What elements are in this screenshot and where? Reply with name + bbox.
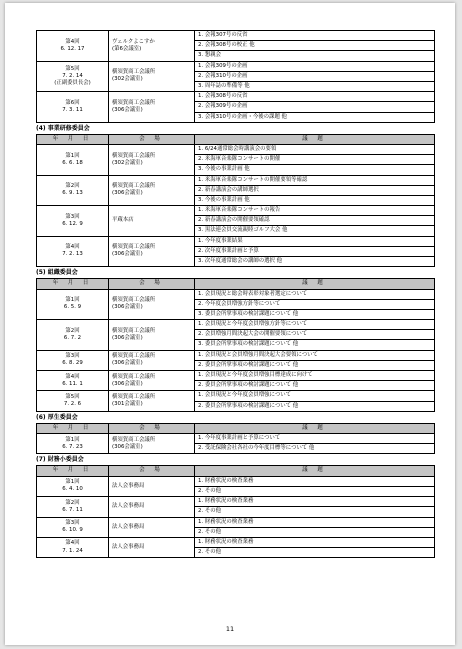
table-row <box>37 175 435 206</box>
venue-line: (302会議室) <box>112 76 143 83</box>
venue-line: 法人会事務局 <box>112 482 145 489</box>
table-header-row <box>37 134 435 144</box>
venue-cell <box>109 497 195 517</box>
table-row <box>37 517 435 537</box>
table-row <box>37 92 435 123</box>
date-line: 7. 3. 11 <box>62 106 83 113</box>
header-date: 年 月 日 <box>37 134 109 144</box>
venue-line: 平蔵本店 <box>112 217 134 224</box>
date-line: 第3回 <box>65 353 80 360</box>
document-page <box>5 3 455 645</box>
venue-line: 横須賀商工会議所 <box>112 69 156 76</box>
topics-cell <box>195 391 435 411</box>
header-venue: 会 場 <box>109 279 195 289</box>
date-line: 6. 12. 9 <box>62 220 83 227</box>
venue-line: (306会議室) <box>112 334 143 341</box>
meeting-date-cell <box>37 476 109 496</box>
date-line: 第4回 <box>65 38 80 45</box>
date-line: 第3回 <box>65 519 80 526</box>
venue-line: (306会議室) <box>112 360 143 367</box>
topics-cell <box>195 434 435 454</box>
venue-cell <box>109 175 195 206</box>
venue-cell <box>109 537 195 557</box>
date-line: 6. 10. 9 <box>62 527 83 534</box>
topic-item: 1. 会員現況と会員増強月間決起大会要領について <box>198 351 318 358</box>
topic-item: 1. 会員現況と今年度会員増強方針等について <box>198 321 308 328</box>
topic-item: 2. 受託保険会社各社の今年度目標等について 他 <box>195 443 434 453</box>
topic-item: 1. 米海軍音楽隊コンサートの報告 <box>198 207 281 214</box>
date-line: 第6回 <box>65 99 80 106</box>
venue-line: 横須賀商工会議所 <box>112 436 156 443</box>
page-content <box>36 30 434 558</box>
meeting-date-cell <box>37 320 109 351</box>
date-line: 7. 1. 24 <box>62 547 83 554</box>
topic-item: 2. 会報310号の企画 <box>195 71 434 81</box>
venue-line: (306会議室) <box>112 380 143 387</box>
meeting-date-cell <box>37 206 109 237</box>
date-line: 第1回 <box>65 297 80 304</box>
header-venue: 会 場 <box>109 423 195 433</box>
date-line: 6. 12. 17 <box>60 45 85 52</box>
venue-line: 横須賀商工会議所 <box>112 244 156 251</box>
topics-cell <box>195 92 435 123</box>
table-header-row <box>37 279 435 289</box>
topic-item: 3. 黒法連会員交流親睦ゴルフ大会 他 <box>195 225 434 235</box>
venue-line: 法人会事務局 <box>112 503 145 510</box>
venue-line: 横須賀商工会議所 <box>112 373 156 380</box>
date-line: 6. 5. 9 <box>63 304 82 311</box>
date-line: 第5回 <box>65 65 80 72</box>
date-line: 第4回 <box>65 244 80 251</box>
committee-table <box>36 423 435 455</box>
venue-cell <box>109 61 195 92</box>
venue-line: 横須賀商工会議所 <box>112 99 156 106</box>
topic-item: 1. 6/24通常総会時講演会の要領 <box>198 145 277 152</box>
meeting-date-cell <box>37 350 109 370</box>
topic-item: 1. 会報307号の反省 <box>198 32 248 38</box>
table-row <box>37 391 435 411</box>
date-line: 第4回 <box>65 540 80 547</box>
meeting-date-cell <box>37 31 109 62</box>
venue-cell <box>109 434 195 454</box>
date-line: 7. 2. 13 <box>62 251 83 258</box>
venue-line: (306会議室) <box>112 251 143 258</box>
header-topic: 議 題 <box>195 423 435 433</box>
topic-item: 1. 財務状況の検査業務 <box>198 518 254 525</box>
venue-line: (301会議室) <box>112 401 143 408</box>
topic-item: 3. 周年誌の準備等 他 <box>195 81 434 91</box>
venue-line: 横須賀商工会議所 <box>112 152 156 159</box>
topic-item: 1. 会報309号の企画 <box>198 62 248 69</box>
topic-item: 2. 委員会所掌事項の検討課題について 他 <box>195 380 434 390</box>
venue-cell <box>109 236 195 267</box>
table-row <box>37 476 435 496</box>
topic-item: 1. 今年度事業結果 <box>198 237 243 244</box>
table-row <box>37 236 435 267</box>
topic-item: 1. 会報308号の反省 <box>198 93 248 100</box>
topic-item: 2. 会員増強月間決起大会の開催要領について <box>195 329 434 339</box>
meeting-date-cell <box>37 497 109 517</box>
meeting-date-cell <box>37 175 109 206</box>
meeting-date-cell <box>37 371 109 391</box>
venue-cell <box>109 289 195 320</box>
venue-cell <box>109 476 195 496</box>
topics-cell <box>195 289 435 320</box>
table-row <box>37 537 435 557</box>
venue-line: 横須賀商工会議所 <box>112 297 156 304</box>
venue-cell <box>109 92 195 123</box>
header-topic: 議 題 <box>195 466 435 476</box>
topics-cell <box>195 31 435 62</box>
topic-item: 3. 懇親会 <box>195 50 434 60</box>
table-header-row <box>37 466 435 476</box>
topic-item: 2. 今年度会員増強方針等について <box>195 299 434 309</box>
venue-cell <box>109 31 195 62</box>
topic-item: 1. 財務状況の検査業務 <box>198 498 254 505</box>
topic-item: 2. その他 <box>195 486 434 496</box>
table-row <box>37 206 435 237</box>
topics-cell <box>195 517 435 537</box>
venue-cell <box>109 320 195 351</box>
header-venue: 会 場 <box>109 134 195 144</box>
topic-item: 2. 米海軍音楽隊コンサートの開催 <box>195 154 434 164</box>
committee-table <box>36 278 435 412</box>
table-row <box>37 320 435 351</box>
date-line: (正副委員長会) <box>54 79 91 86</box>
topics-cell <box>195 497 435 517</box>
topic-item: 1. 会員現況と今年度会員増強について <box>198 392 291 399</box>
date-line: 第5回 <box>65 393 80 400</box>
date-line: 6. 9. 13 <box>62 190 83 197</box>
publicity-committee-table <box>36 30 435 123</box>
meeting-date-cell <box>37 289 109 320</box>
header-date: 年 月 日 <box>37 279 109 289</box>
venue-cell <box>109 371 195 391</box>
topics-cell <box>195 350 435 370</box>
topics-cell <box>195 371 435 391</box>
header-venue: 会 場 <box>109 466 195 476</box>
page-number: 11 <box>225 625 235 633</box>
venue-line: (306会議室) <box>112 106 143 113</box>
topic-item: 3. 今後の事業計画 他 <box>195 164 434 174</box>
venue-line: (306会議室) <box>112 304 143 311</box>
topic-item: 2. 委員会所掌事項の検討課題について 他 <box>195 360 434 370</box>
topic-item: 1. 財務状況の検査業務 <box>198 538 254 545</box>
topic-item: 1. 米海軍音楽隊コンサートの開催要領等確認 <box>198 176 308 183</box>
venue-cell <box>109 517 195 537</box>
committee-table <box>36 465 435 558</box>
date-line: 第3回 <box>65 213 80 220</box>
topics-cell <box>195 320 435 351</box>
venue-line: 法人会事務局 <box>112 543 145 550</box>
date-line: 6. 11. 1 <box>62 380 83 387</box>
header-date: 年 月 日 <box>37 466 109 476</box>
committee-table <box>36 134 435 268</box>
table-row <box>37 371 435 391</box>
date-line: 6. 7. 11 <box>62 506 83 513</box>
header-topic: 議 題 <box>195 279 435 289</box>
topic-item: 2. その他 <box>195 547 434 557</box>
meeting-date-cell <box>37 391 109 411</box>
topics-cell <box>195 476 435 496</box>
topic-item: 1. 会員現況と総会時表彰対象者選定について <box>198 290 308 297</box>
topic-item: 3. 今後の事業計画 他 <box>195 195 434 205</box>
venue-line: (306会議室) <box>112 190 143 197</box>
date-line: 6. 7. 2 <box>63 334 82 341</box>
date-line: 6. 4. 10 <box>62 486 83 493</box>
topics-cell <box>195 175 435 206</box>
topics-cell <box>195 61 435 92</box>
topic-item: 1. 今年度事業計画と予算について <box>198 435 281 442</box>
section-title: (5) 組織委員会 <box>36 269 78 277</box>
topic-item: 2. 委員会所掌事項の検討課題について 他 <box>195 401 434 411</box>
date-line: 第1回 <box>65 479 80 486</box>
meeting-date-cell <box>37 144 109 175</box>
topic-item: 3. 委員会所掌事項の検討課題について 他 <box>195 309 434 319</box>
meeting-date-cell <box>37 92 109 123</box>
section-title: (4) 事業研修委員会 <box>36 124 90 132</box>
venue-line: 横須賀商工会議所 <box>112 183 156 190</box>
venue-cell <box>109 391 195 411</box>
table-row <box>37 144 435 175</box>
date-line: 7. 2. 14 <box>62 72 83 79</box>
topic-item: 1. 財務状況の検査業務 <box>198 477 254 484</box>
header-date: 年 月 日 <box>37 423 109 433</box>
topic-item: 1. 会員現況と今年度会員増強目標達成に向けて <box>198 372 313 379</box>
venue-line: 横須賀商工会議所 <box>112 353 156 360</box>
section-title: (7) 財務小委員会 <box>36 456 84 464</box>
venue-cell <box>109 144 195 175</box>
table-row <box>37 289 435 320</box>
venue-line: ヴェルクよこすか <box>112 38 155 45</box>
venue-line: (302会議室) <box>112 159 143 166</box>
date-line: 第4回 <box>65 373 80 380</box>
venue-line: 横須賀商工会議所 <box>112 393 156 400</box>
meeting-date-cell <box>37 537 109 557</box>
venue-line: (第6会議室) <box>112 45 142 52</box>
meeting-date-cell <box>37 61 109 92</box>
header-topic: 議 題 <box>195 134 435 144</box>
table-header-row <box>37 423 435 433</box>
topic-item: 2. 新春講演会の講師選択 <box>195 185 434 195</box>
table-row <box>37 497 435 517</box>
meeting-date-cell <box>37 236 109 267</box>
section-title: (6) 厚生委員会 <box>36 413 78 421</box>
topic-item: 2. 会報309号の企画 <box>195 101 434 111</box>
table-row <box>37 31 435 62</box>
venue-cell <box>109 350 195 370</box>
topic-item: 3. 委員会所掌事項の検討課題について 他 <box>195 339 434 349</box>
topic-item: 2. 次年度事業計画と予算 <box>195 246 434 256</box>
date-line: 第1回 <box>65 152 80 159</box>
topic-item: 2. 会報308号の校正 他 <box>195 40 434 50</box>
topic-item: 2. その他 <box>195 506 434 516</box>
topic-item: 2. 新春講演会の開催要領確認 <box>195 215 434 225</box>
venue-line: 法人会事務局 <box>112 523 145 530</box>
topic-item: 2. その他 <box>195 527 434 537</box>
meeting-date-cell <box>37 517 109 537</box>
topics-cell <box>195 236 435 267</box>
topic-item: 3. 会報310号の企画・今後の課題 他 <box>195 112 434 122</box>
date-line: 第2回 <box>65 183 80 190</box>
venue-line: 横須賀商工会議所 <box>112 327 156 334</box>
topic-item: 3. 次年度通常総会の講師の選択 他 <box>195 256 434 266</box>
date-line: 6. 6. 18 <box>62 159 83 166</box>
date-line: 6. 8. 29 <box>62 360 83 367</box>
date-line: 第1回 <box>65 436 80 443</box>
topics-cell <box>195 144 435 175</box>
venue-cell <box>109 206 195 237</box>
table-row <box>37 61 435 92</box>
meeting-date-cell <box>37 434 109 454</box>
date-line: 6. 7. 23 <box>62 443 83 450</box>
venue-line: (306会議室) <box>112 443 143 450</box>
date-line: 第2回 <box>65 327 80 334</box>
table-row <box>37 434 435 454</box>
topics-cell <box>195 537 435 557</box>
table-row <box>37 350 435 370</box>
date-line: 7. 2. 6 <box>63 401 82 408</box>
topics-cell <box>195 206 435 237</box>
date-line: 第2回 <box>65 499 80 506</box>
